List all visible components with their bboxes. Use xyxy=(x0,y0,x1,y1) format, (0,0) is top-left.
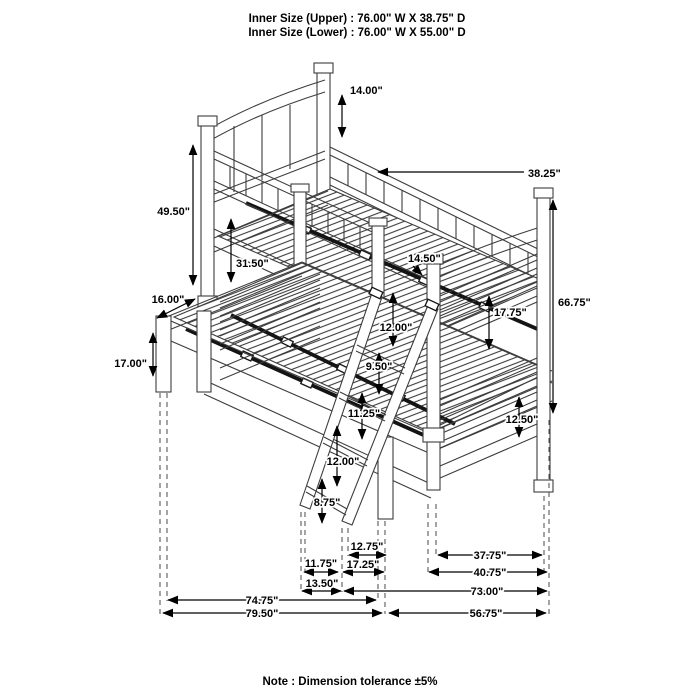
dim-label-rung-gap-1: 12.00" xyxy=(379,322,413,334)
guard-post-left xyxy=(294,190,306,265)
dim-label-upper-inner-depth: 38.25" xyxy=(528,168,561,180)
inner-size-lower-text: Inner Size (Lower) : 76.00" W X 55.00" D xyxy=(248,27,466,39)
dim-label-ladder-width: 17.25" xyxy=(346,559,380,571)
inner-size-upper-text: Inner Size (Upper) : 76.00" W X 38.75" D xyxy=(248,13,466,25)
foot-back-post xyxy=(534,188,553,492)
lower-front-left-leg xyxy=(156,316,171,392)
dim-label-upper-frame-height: 49.50" xyxy=(157,206,190,218)
dim-label-foot-section-depth: 37.75" xyxy=(473,550,507,562)
header xyxy=(248,13,465,39)
dim-label-guard-top-height: 14.00" xyxy=(350,85,383,97)
dim-label-ladder-spread: 11.75" xyxy=(304,558,338,570)
dim-label-bunk-gap: 17.75" xyxy=(494,307,527,319)
dim-label-base-depth: 74.75" xyxy=(245,595,279,607)
dim-label-rung-gap-2: 9.50" xyxy=(365,361,393,373)
dim-label-overall-height: 66.75" xyxy=(558,297,591,309)
dim-label-ladder-foot-offset: 12.75" xyxy=(350,541,384,553)
dim-label-rung-gap-3: 11.25" xyxy=(347,408,381,420)
lower-head-post xyxy=(197,311,211,392)
dim-label-rung-gap-4: 12.00" xyxy=(326,456,360,468)
dim-label-ladder-inset: 13.50" xyxy=(305,578,339,590)
tolerance-note: Note : Dimension tolerance ±5% xyxy=(262,676,438,688)
dim-label-frame-length: 73.00" xyxy=(470,586,504,598)
dim-label-guard-rail-rise: 14.50" xyxy=(408,253,441,265)
dim-label-lower-leg-height: 17.00" xyxy=(114,358,147,370)
dim-label-right-base-span: 56.75" xyxy=(469,608,503,620)
dim-label-foot-overall-depth: 40.75" xyxy=(473,567,507,579)
dim-label-overall-depth: 79.50" xyxy=(245,608,279,620)
dim-label-front-overhang: 16.00" xyxy=(151,294,185,306)
dim-label-rung-gap-5: 8.75" xyxy=(313,497,341,509)
dim-label-footboard-clearance: 12.50" xyxy=(505,414,539,426)
dim-label-under-bunk-clearance: 31.50" xyxy=(236,258,269,270)
